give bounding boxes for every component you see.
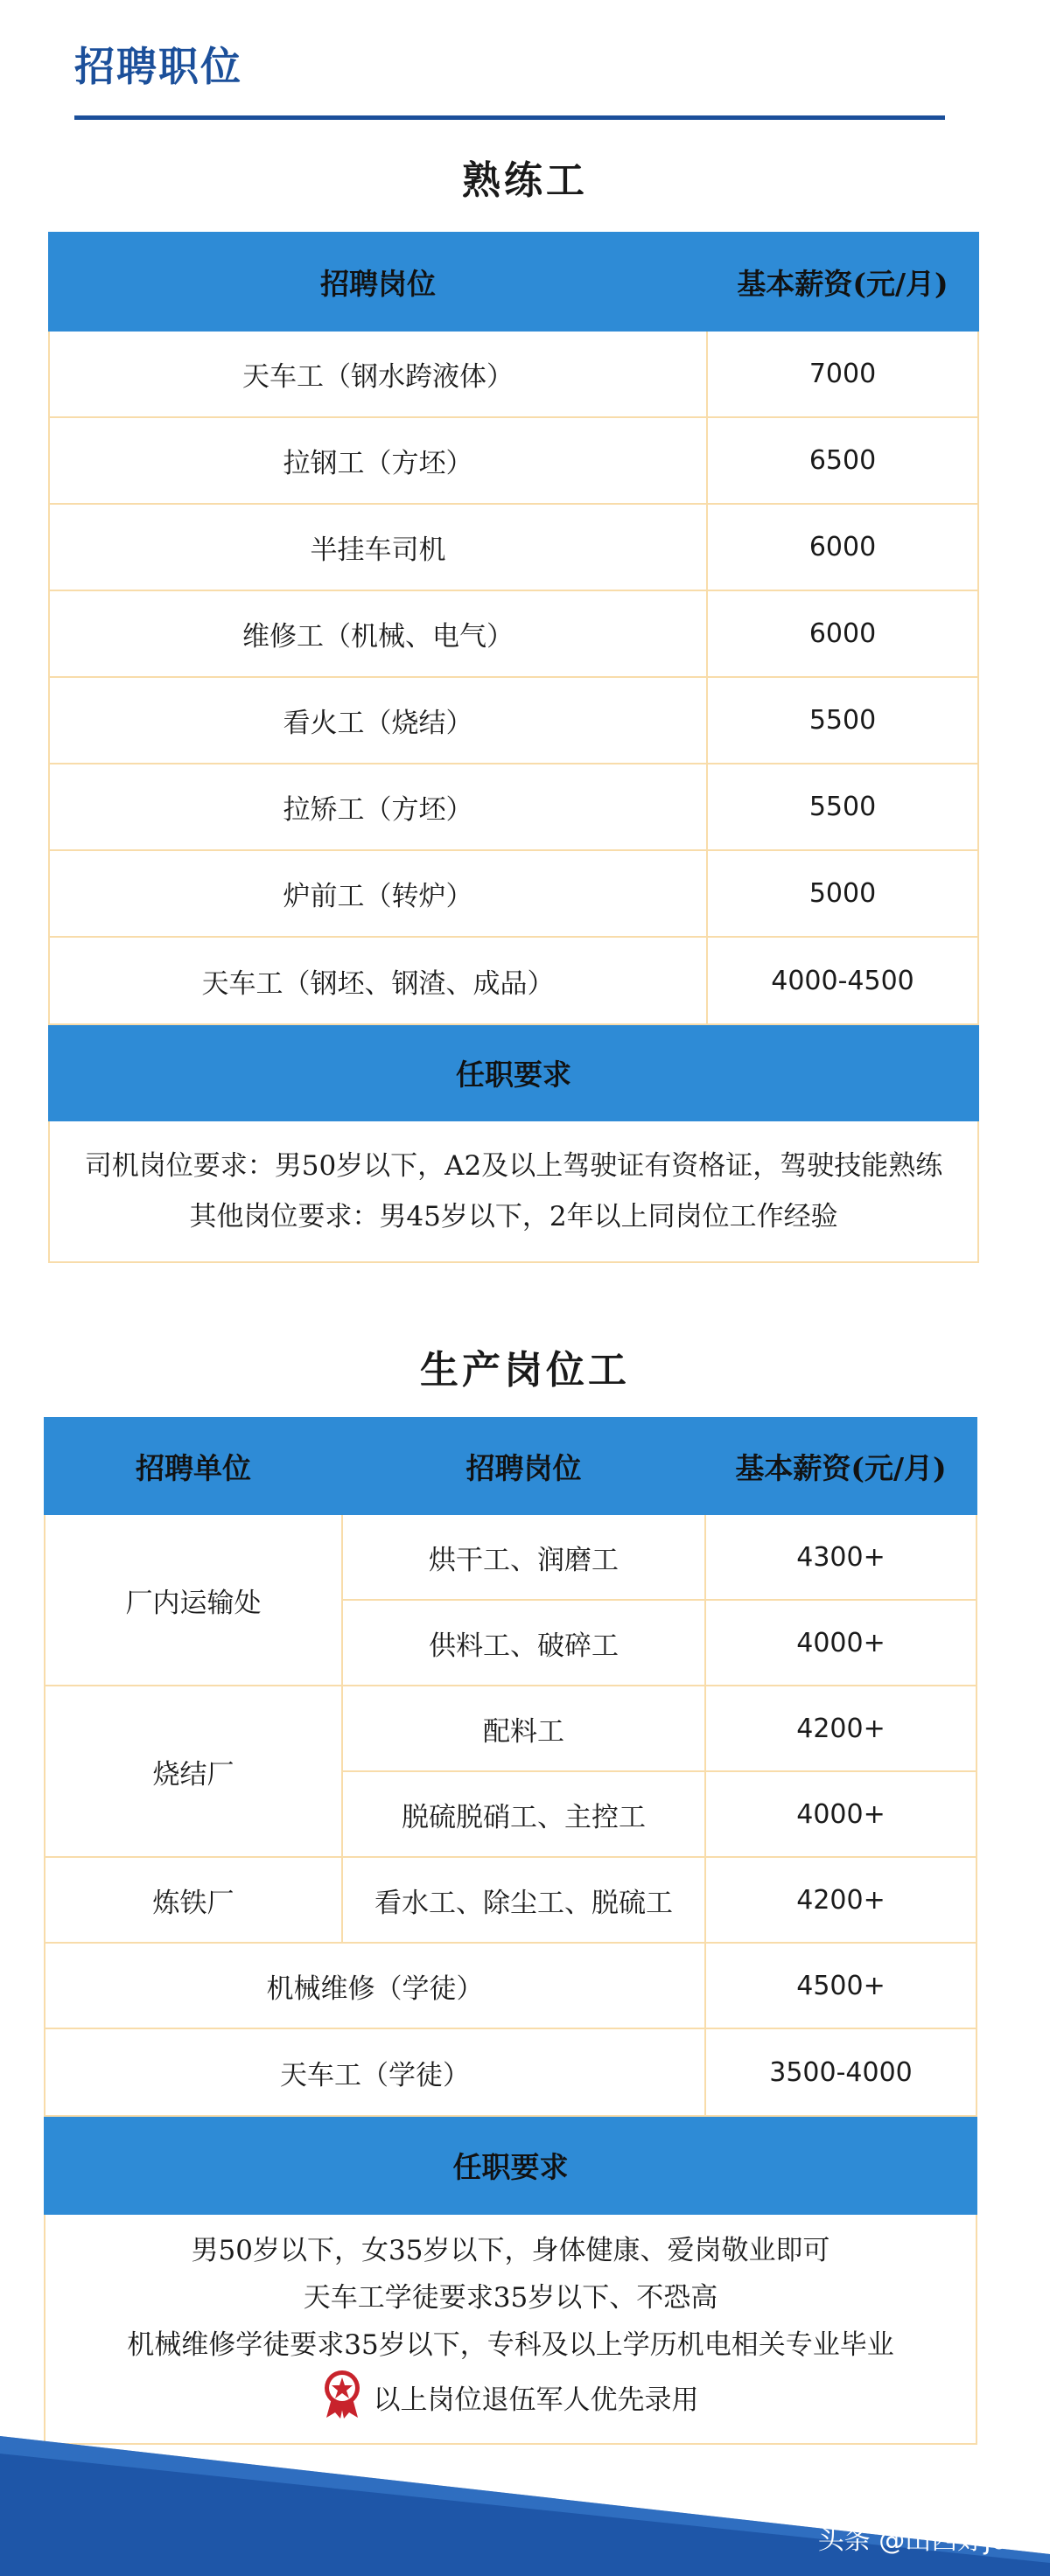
requirements-title: 任职要求 bbox=[49, 1024, 978, 1120]
requirement-line: 天车工学徒要求35岁以下、不恐高 bbox=[303, 2282, 718, 2314]
unit-cell: 烧结厂 bbox=[45, 1686, 342, 1857]
row-salary: 4300+ bbox=[705, 1514, 976, 1600]
row-salary: 5000 bbox=[707, 850, 978, 937]
production-jobs-table bbox=[44, 1417, 977, 2445]
row-position: 供料工、破碎工 bbox=[342, 1600, 705, 1686]
row-position: 看水工、除尘工、脱硫工 bbox=[342, 1857, 705, 1943]
row-position: 机械维修（学徒） bbox=[45, 1943, 705, 2028]
col-header-position: 招聘岗位 bbox=[49, 233, 707, 331]
row-salary: 6000 bbox=[707, 590, 978, 677]
table-header-row bbox=[45, 1418, 976, 1514]
unit-cell: 炼铁厂 bbox=[45, 1857, 342, 1943]
row-position: 拉钢工（方坯） bbox=[49, 417, 707, 504]
row-salary: 4500+ bbox=[705, 1943, 976, 2028]
row-position: 天车工（学徒） bbox=[45, 2028, 705, 2116]
table-row bbox=[49, 764, 978, 850]
row-salary: 3500-4000 bbox=[705, 2028, 976, 2116]
section2-title: 生产岗位工 bbox=[420, 1348, 630, 1393]
row-position: 半挂车司机 bbox=[49, 504, 707, 590]
table-row bbox=[45, 1686, 976, 1771]
row-position: 脱硫脱硝工、主控工 bbox=[342, 1771, 705, 1857]
section1-title: 熟练工 bbox=[462, 158, 588, 203]
col-header-salary: 基本薪资(元/月) bbox=[707, 233, 978, 331]
watermark: 头条 @山西好job bbox=[817, 2525, 1024, 2556]
requirements-title: 任职要求 bbox=[45, 2116, 976, 2214]
table-row bbox=[49, 331, 978, 417]
table-row bbox=[49, 417, 978, 504]
row-salary: 6000 bbox=[707, 504, 978, 590]
requirements-cell bbox=[49, 1120, 978, 1262]
row-position: 烘干工、润磨工 bbox=[342, 1514, 705, 1600]
row-position: 天车工（钢水跨液体） bbox=[49, 331, 707, 417]
requirement-line: 男50岁以下，女35岁以下，身体健康、爱岗敬业即可 bbox=[191, 2235, 830, 2266]
row-salary: 4200+ bbox=[705, 1686, 976, 1771]
row-salary: 7000 bbox=[707, 331, 978, 417]
requirements-row bbox=[49, 1120, 978, 1262]
row-salary: 5500 bbox=[707, 764, 978, 850]
col-header-position: 招聘岗位 bbox=[342, 1418, 705, 1514]
requirements-header-row bbox=[49, 1024, 978, 1120]
row-position: 天车工（钢坯、钢渣、成品） bbox=[49, 937, 707, 1024]
row-salary: 5500 bbox=[707, 677, 978, 764]
row-position: 炉前工（转炉） bbox=[49, 850, 707, 937]
col-header-unit: 招聘单位 bbox=[45, 1418, 342, 1514]
table-row bbox=[45, 1943, 976, 2028]
table-row bbox=[49, 504, 978, 590]
requirement-line: 其他岗位要求：男45岁以下，2年以上同岗位工作经验 bbox=[189, 1201, 838, 1232]
row-salary: 4000+ bbox=[705, 1600, 976, 1686]
veteran-note: 以上岗位退伍军人优先录用 bbox=[373, 2384, 699, 2416]
table-row bbox=[49, 937, 978, 1024]
table-row bbox=[45, 1857, 976, 1943]
row-salary: 4200+ bbox=[705, 1857, 976, 1943]
page-title: 招聘职位 bbox=[74, 43, 242, 90]
row-position: 拉矫工（方坯） bbox=[49, 764, 707, 850]
row-position: 维修工（机械、电气） bbox=[49, 590, 707, 677]
header-rule bbox=[74, 115, 945, 120]
page-header bbox=[74, 35, 242, 93]
row-position: 看火工（烧结） bbox=[49, 677, 707, 764]
table-row bbox=[45, 2028, 976, 2116]
row-salary: 4000-4500 bbox=[707, 937, 978, 1024]
table-header-row bbox=[49, 233, 978, 331]
table-row bbox=[49, 677, 978, 764]
skilled-jobs-table bbox=[48, 232, 979, 1263]
requirements-header-row bbox=[45, 2116, 976, 2214]
col-header-salary: 基本薪资(元/月) bbox=[705, 1418, 976, 1514]
table-row bbox=[45, 1514, 976, 1600]
table-row bbox=[49, 850, 978, 937]
row-salary: 4000+ bbox=[705, 1771, 976, 1857]
requirement-line: 机械维修学徒要求35岁以下，专科及以上学历机电相关专业毕业 bbox=[127, 2329, 894, 2361]
row-position: 配料工 bbox=[342, 1686, 705, 1771]
unit-cell: 厂内运输处 bbox=[45, 1514, 342, 1686]
requirement-line: 司机岗位要求：男50岁以下，A2及以上驾驶证有资格证，驾驶技能熟练 bbox=[84, 1150, 943, 1182]
table-row bbox=[49, 590, 978, 677]
row-salary: 6500 bbox=[707, 417, 978, 504]
